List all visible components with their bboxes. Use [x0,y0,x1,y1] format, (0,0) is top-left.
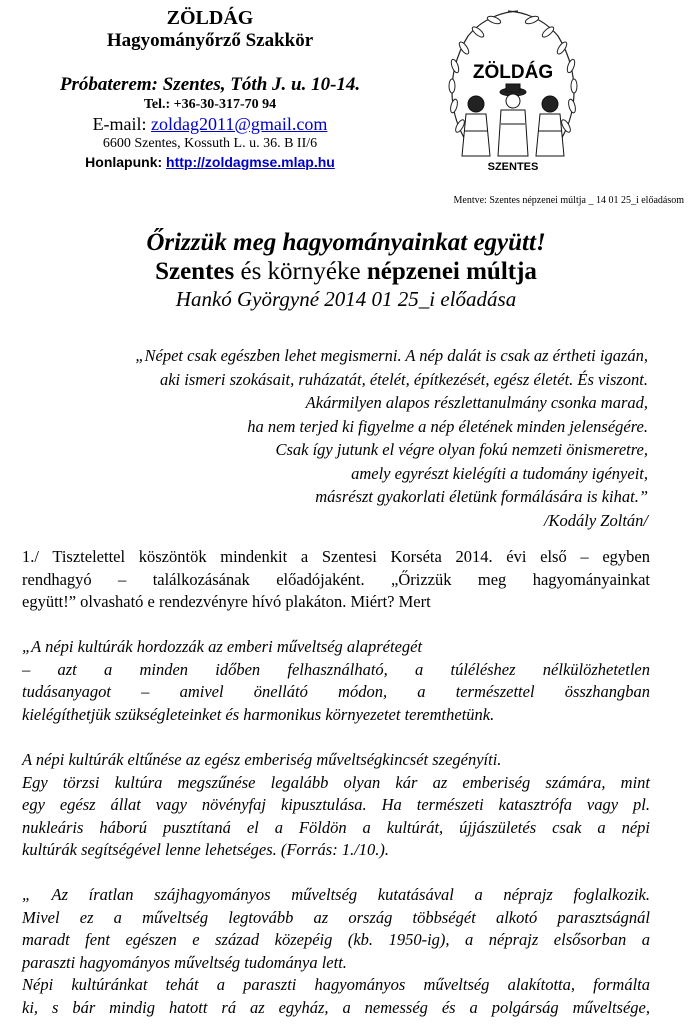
text-line: Népi kultúránkat tehát a paraszti hagyományos műveltség alakította, formálta [22,975,650,994]
paragraph-disappearance [22,749,650,862]
phone-number: Tel.: +36-30-317-70 94 [143,97,277,112]
quote-line: Akármilyen alapos részlettanulmány csonka marad, [305,393,648,412]
text-line: Egy törzsi kultúra megszűnése legalább olyan kár az emberiség számára, mint [22,772,650,792]
text-line: rendhagyó – találkozásának előadójaként. „Őrizzük meg hagyományainkat [22,569,650,589]
subtitle-city: Szentes [155,258,235,285]
postal-address: 6600 Szentes, Kossuth L. u. 36. B II/6 [102,136,318,151]
quote-attribution: /Kodály Zoltán/ [543,510,648,530]
text-line: Mivel ez a műveltség legtovább az ország többségét alkotó parasztságnál [22,907,650,927]
quote-line: Csak így jutunk el végre olyan fokú nemzeti önismeretre, [275,440,648,459]
email-link[interactable]: zoldag2011@gmail.com [151,114,328,134]
quote-line: „Népet csak egészben lehet megismerni. A nép dalát is csak az értheti igazán, [135,346,648,365]
saved-file-note: Mentve: Szentes népzenei múltja _ 14 01 25_i előadásom [453,195,684,206]
page-title: Őrizzük meg hagyományainkat együtt! [146,229,546,256]
website-link[interactable]: http://zoldagmse.mlap.hu [166,154,335,170]
text-line: – azt a minden időben felhasználható, a túléléshez nélkülözhetetlen [22,659,650,679]
text-line: paraszti hagyományos műveltség tudománya lett. [22,952,347,972]
text-line: maradt fent egészen e század közepéig (kb. 1950-ig), a néprajz elsősorban a [22,930,650,949]
kodaly-quote [120,344,648,532]
subtitle-connector: és környéke [234,258,367,285]
letterhead [0,6,420,172]
quote-line: aki ismeri szokásait, ruházatát, ételét, építkezését, egész életét. És viszont. [159,369,648,389]
text-line: egy egész állat vagy növényfaj kipusztulása. Ha természeti katasztrófa vagy pl. [22,795,650,814]
text-line: ki, s bár mindig hatott rá az egyház, a nemesség és a polgárság műveltsége, [22,997,650,1017]
zoldag-logo [438,6,588,178]
text-line: „ Az íratlan szájhagyományos műveltség kutatásával a néprajz foglalkozik. [22,885,650,904]
paragraph-folk-cultures [22,636,650,726]
website-line [0,153,420,172]
quote-line: amely egyrészt kielégíti a tudomány igényeit, [351,463,648,483]
lecture-author: Hankó Györgyné 2014 01 25_i előadása [175,287,517,311]
text-line: nukleáris háború pusztítaná el a Földön a kultúrát, újjászületés csak a népi [22,817,650,837]
logo-title: ZÖLDÁG [472,62,554,83]
paragraph-greeting [22,546,650,614]
text-line: kultúrák segítségével lenne lehetséges. (Forrás: 1./10.). [22,840,390,859]
subtitle-topic: népzenei múltja [366,258,537,285]
text-line: 1./ Tisztelettel köszöntök mindenkit a Szentesi Korséta 2014. évi első – egyben [22,547,650,566]
org-name: ZÖLDÁG [166,7,254,29]
website-label: Honlapunk: [85,154,167,170]
text-line: A népi kultúrák eltűnése az egész emberiség műveltségkincsét szegényíti. [22,750,502,769]
text-line: együtt!” olvasható e rendezvényre hívó plakáton. Miért? Mert [22,592,431,611]
email-label: E-mail: [92,114,152,134]
email-line [0,114,420,135]
title-block [0,228,692,312]
quote-line: ha nem terjed ki figyelme a nép életének minden jelenségére. [247,416,648,436]
quote-line: másrészt gyakorlati életünk formálására is kihat.” [315,487,648,506]
logo-city: SZENTES [487,161,539,173]
rehearsal-address: Próbaterem: Szentes, Tóth J. u. 10-14. [59,74,361,95]
text-line: tudásanyagot – amivel önellátó módon, a természettel összhangban [22,682,650,701]
page-subtitle [0,257,692,286]
text-line: kielégíthetjük szükségleteinket és harmonikus környezetet teremthetünk. [22,704,495,724]
paragraph-ethnography [22,884,650,1019]
text-line: „A népi kultúrák hordozzák az emberi műveltség alaprétegét [22,637,423,656]
org-subtitle: Hagyományőrző Szakkör [106,30,314,51]
